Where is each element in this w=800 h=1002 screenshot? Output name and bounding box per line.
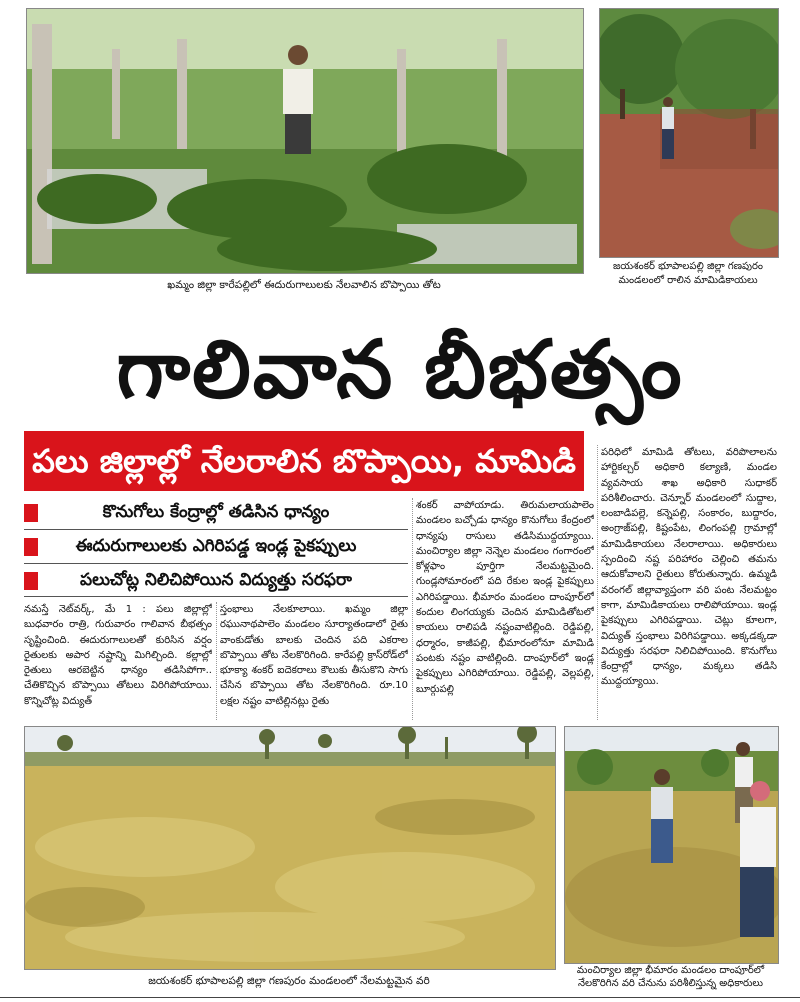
subhead-text: పలుచోట్ల నిలిచిపోయిన విద్యుత్తు సరఫరా xyxy=(80,570,352,590)
papaya-plantation-photo xyxy=(26,8,584,274)
page-bottom-rule xyxy=(0,997,800,998)
officials-inspecting-photo xyxy=(564,726,779,964)
column-separator xyxy=(597,445,599,720)
subhead-power-cut xyxy=(24,568,408,592)
papaya-photo-caption: ఖమ్మం జిల్లా కారేపల్లిలో ఈదురుగాలులకు నేలవాలిన బొప్పాయి తోట xyxy=(167,279,441,291)
main-headline: గాలివాన బీభత్సం xyxy=(116,323,684,416)
subhead-text: ఈదురుగాలులకు ఎగిరిపడ్డ ఇండ్ల పైకప్పులు xyxy=(75,536,357,556)
paddy-photo-caption: జయశంకర్ భూపాలపల్లి జిల్లా గణపురం మండలంలో నేలమట్టమైన వరి xyxy=(148,975,430,987)
article-column-1: నమస్తే నెట్‌వర్క్‌, మే 1 : పలు జిల్లాల్లో బుధవారం రాత్రి, గురువారం గాలివాన బీభత్సం సృష్టించింది. ఈదురుగాలులతో కురిసిన వర్షం రైతులకు అపార నష్టాన్ని మిగిల్చింది. కల్లాల్లో రైతులు ఆరబెట్టిన ధాన్యం తడిసిపోగా.. చేతికొచ్చిన బొప్పాయి తోటలు విరిగిపోయాయి. కొన్నిచోట్ల విద్యుత్ xyxy=(24,604,212,707)
subhead-roofs-blown xyxy=(24,534,408,558)
article-column-4: పరిధిలో మామిడి తోటలు, వరిపొలాలను హార్టికల్చర్‌ అధికారి కల్యాణి, మండల వ్యవసాయ శాఖ అధికారి సుధాకర్‌ పరిశీలించారు. చెన్నూర్‌ మండలంలో సుద్దాల, లంబాడిపల్లె, కన్నెపల్లి, సంకారం, బుద్దారం, అంగ్రాజ్‌పల్లి, కిష్టంపేట, లింగంపల్లి గ్రామాల్లో మామిడికాయలు నేలరాలాయి. అధికారులు స్పందించి నష్ట పరిహారం చెల్లించి తమను ఆదుకోవాలని రైతులు కోరుతున్నారు. ఉమ్మడి వరంగల్‌ జిల్లావ్యాప్తంగా వరి పంట నేలమట్టం కాగా, మామిడికాయలు రాలిపోయాయి. ఇండ్ల పైకప్పులు ఎగిరిపడ్డాయి. చెట్లు కూలగా, విద్యుత్‌ స్తంభాలు విరిగిపడ్డాయి. అక్కడక్కడా విద్యుత్తు సరఫరా నిలిచిపోయింది. కొనుగోలు కేంద్రాల్లో ధాన్యం, మక్కలు తడిసి ముద్దయ్యాయి. xyxy=(601,447,777,688)
red-marker xyxy=(24,504,38,522)
mango-orchard-photo xyxy=(599,8,779,258)
subhead-grain-wet xyxy=(24,500,408,524)
subhead-divider xyxy=(24,596,408,597)
red-marker xyxy=(24,572,38,590)
red-marker xyxy=(24,538,38,556)
column-separator xyxy=(216,602,218,720)
column-separator xyxy=(412,498,414,720)
subhead-divider xyxy=(24,563,408,564)
article-column-2: స్తంభాలు నేలకూలాయి. ఖమ్మం జిల్లా రఘునాథపాలెం మండలం సూర్యాతండాలో రైతు వాంకుడోతు బాలకు చెందిన పది ఎకరాల బొప్పాయి తోట నేలకొరిగింది. కారేపల్లి క్రాస్‌రోడ్‌లో భూక్యా శంకర్‌ ఐదెకరాలు కౌలుకు తీసుకొని సాగు చేసిన బొప్పాయి తోట నేలకొరిగింది. రూ.10 లక్షల నష్టం వాటిల్లినట్లు రైతు xyxy=(220,604,408,707)
flattened-paddy-photo xyxy=(24,726,556,970)
subhead-divider xyxy=(24,529,408,530)
subhead-text: కొనుగోలు కేంద్రాల్లో తడిసిన ధాన్యం xyxy=(102,502,330,522)
red-subheadline-banner: పలు జిల్లాల్లో నేలరాలిన బొప్పాయి, మామిడి xyxy=(24,431,584,491)
article-column-3: శంకర్‌ వాపోయాడు. తిరుమలాయపాలెం మండలం బచ్చోడు ధాన్యం కొనుగోలు కేంద్రంలో ధాన్యపు రాసులు తడిసిముద్దయ్యాయి. మంచిర్యాల జిల్లా నెన్నెల మండలం గంగారంలో కోళ్లఫాం పూర్తిగా నేలమట్టమైంది. గుండ్లసోమారంలో పది రేకుల ఇండ్ల పైకప్పులు ఎగిరిపడ్డాయి. భీమారం మండలం దాంపూర్‌లో కందుల లింగయ్యకు చెందిన మామిడితోటలో కాయలు రాలిపడి నష్టంవాటిల్లింది. రెడ్డిపల్లి, ధర్మారం, కాజీపల్లి, భీమారంలోనూ మామిడి పంటకు నష్టం వాటిల్లింది. దాంపూర్‌లో ఇండ్ల పైకప్పులు ఎగిరిపోయాయి. రెడ్డిపల్లి, వెల్లపల్లి, బూర్గుపల్లి xyxy=(416,500,594,695)
officials-photo-caption: మంచిర్యాల జిల్లా భీమారం మండలం దాంపూర్‌లో నేలకొరిగిన వరి చేనును పరిశీలిస్తున్న అధికారులు xyxy=(576,965,765,989)
mango-photo-caption: జయశంకర్ భూపాలపల్లి జిల్లా గణపురం మండలంలో రాలిన మామిడికాయలు xyxy=(613,261,763,286)
